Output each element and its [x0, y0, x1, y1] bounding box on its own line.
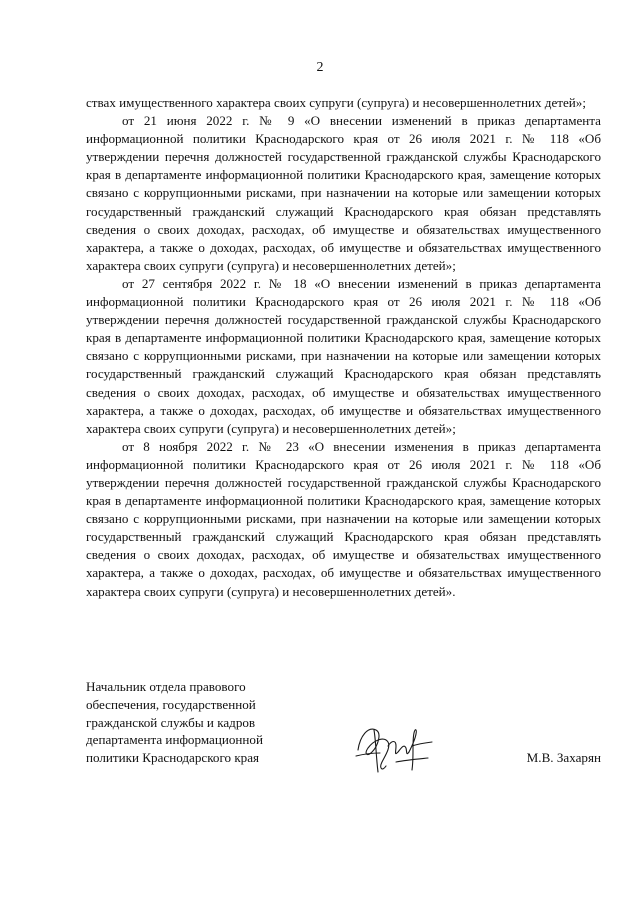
position-line: департамента информационной — [86, 732, 263, 748]
paragraph-continuation: ствах имущественного характера своих супруги (супруга) и несовершеннолетних детей»; — [86, 95, 586, 110]
position-line: гражданской службы и кадров — [86, 714, 256, 730]
position-line: политики Краснодарского края — [86, 750, 260, 766]
page-number: 2 — [316, 60, 324, 75]
paragraph-order-november-2022: от 8 ноября 2022 г. № 23 «О внесении изменения в приказ департамента информационной политики Краснодарского края от 26 июля 2021 г. № 118 «Об утверждении перечня должностей государственной гражданской службы Краснодарского края в департаменте информационной политики Краснодарского края, замещение которых связано с коррупционными рисками, при назначении на которые или замещении которых государственный гражданский служащий Краснодарского края обязан представлять сведения о своих доходах, расходах, об имуществе и обязательствах имущественного характера, а также о доходах, расходах, об имуществе и обязательствах имущественного характера своих супруги (супруга) и несовершеннолетних детей». — [86, 438, 601, 599]
position-line: обеспечения, государственной — [86, 696, 256, 712]
signer-name: М.В. Захарян — [526, 750, 601, 765]
handwritten-signature — [352, 716, 446, 778]
document-body — [86, 94, 601, 601]
signatory-position — [86, 678, 326, 767]
paragraph-order-september-2022: от 27 сентября 2022 г. № 18 «О внесении изменений в приказ департамента информационной политики Краснодарского края от 26 июля 2021 г. № 118 «Об утверждении перечня должностей государственной гражданской службы Краснодарского края в департаменте информационной политики Краснодарского края, замещение которых связано с коррупционными рисками, при назначении на которые или замещении которых государственный гражданский служащий Краснодарского края обязан представлять сведения о своих доходах, расходах, об имуществе и обязательствах имущественного характера, а также о доходах, расходах, об имуществе и обязательствах имущественного характера своих супруги (супруга) и несовершеннолетних детей»; — [86, 275, 601, 436]
position-line: Начальник отдела правового — [86, 679, 246, 694]
paragraph-order-june-2022: от 21 июня 2022 г. № 9 «О внесении изменений в приказ департамента информационной политики Краснодарского края от 26 июля 2021 г. № 118 «Об утверждении перечня должностей государственной гражданской службы Краснодарского края в департаменте информационной политики Краснодарского края, замещение которых связано с коррупционными рисками, при назначении на которые или замещении которых государственный гражданский служащий Краснодарского края обязан представлять сведения о своих доходах, расходах, об имуществе и обязательствах имущественного характера, а также о доходах, расходах, об имуществе и обязательствах имущественного характера своих супруги (супруга) и несовершеннолетних детей»; — [86, 113, 601, 273]
